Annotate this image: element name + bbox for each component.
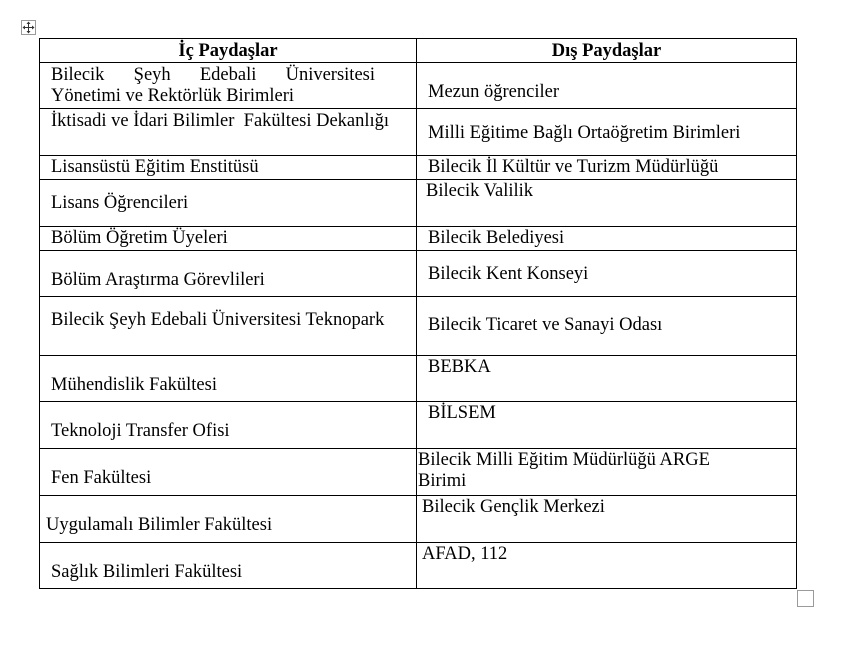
table-cell[interactable] [417, 402, 797, 449]
cell-text: Bilecik Ticaret ve Sanayi Odası [428, 315, 663, 335]
cell-text: Bölüm Öğretim Üyeleri [51, 228, 228, 248]
table-cell[interactable] [40, 109, 417, 156]
cell-text: Birimi [418, 471, 467, 491]
cell-text: Bilecik Gençlik Merkezi [422, 497, 605, 517]
table-cell[interactable] [40, 402, 417, 449]
cell-text: Bilecik Belediyesi [428, 228, 565, 248]
cell-text: Teknoloji Transfer Ofisi [51, 421, 230, 441]
table-cell[interactable] [417, 227, 797, 251]
cell-text: BEBKA [428, 357, 491, 377]
header-internal-stakeholders[interactable]: İç Paydaşlar [40, 39, 417, 63]
table-cell[interactable] [417, 156, 797, 180]
cell-text: Yönetimi ve Rektörlük Birimleri [51, 86, 295, 106]
table-row [40, 109, 797, 156]
table-row [40, 356, 797, 402]
table-row [40, 543, 797, 589]
table-row [40, 227, 797, 251]
table-cell[interactable] [40, 63, 417, 109]
table-cell[interactable] [417, 63, 797, 109]
cell-text: BİLSEM [428, 403, 496, 423]
table-row [40, 156, 797, 180]
table-cell[interactable] [417, 449, 797, 496]
table-row [40, 180, 797, 227]
table-cell[interactable] [417, 297, 797, 356]
cell-text: Sağlık Bilimleri Fakültesi [51, 562, 243, 582]
cell-text: Bilecik Şeyh Edebali Üniversitesi Teknopark [51, 310, 385, 330]
table-cell[interactable] [417, 543, 797, 589]
table-row [40, 496, 797, 543]
cell-text: Lisans Öğrencileri [51, 193, 189, 213]
table-cell[interactable] [40, 227, 417, 251]
table-cell[interactable] [40, 251, 417, 297]
stakeholders-table [39, 38, 797, 589]
table-cell[interactable] [40, 180, 417, 227]
table-cell[interactable] [417, 251, 797, 297]
cell-text: AFAD, 112 [422, 544, 508, 564]
table-row [40, 402, 797, 449]
cell-text: Bilecik Şeyh Edebali Üniversitesi [51, 65, 375, 85]
move-arrows-icon [22, 21, 35, 34]
cell-text: Bilecik Kent Konseyi [428, 264, 589, 284]
cell-text: Mühendislik Fakültesi [51, 375, 217, 395]
table-cell[interactable] [40, 356, 417, 402]
cell-text: İktisadi ve İdari Bilimler Fakültesi Dekanlığı [51, 111, 390, 131]
table-cell[interactable] [40, 543, 417, 589]
table-cell[interactable] [40, 449, 417, 496]
table-resize-handle-icon[interactable] [797, 590, 814, 607]
table-cell[interactable] [40, 297, 417, 356]
table-cell[interactable] [417, 180, 797, 227]
table-header-row [40, 39, 797, 63]
cell-text: Uygulamalı Bilimler Fakültesi [46, 515, 273, 535]
cell-text: Bilecik İl Kültür ve Turizm Müdürlüğü [428, 157, 719, 177]
table-cell[interactable] [40, 156, 417, 180]
table-cell[interactable] [417, 356, 797, 402]
cell-text: Milli Eğitime Bağlı Ortaöğretim Birimleri [428, 123, 741, 143]
table-row [40, 63, 797, 109]
header-external-stakeholders[interactable]: Dış Paydaşlar [417, 39, 797, 63]
cell-text: Fen Fakültesi [51, 468, 152, 488]
table-cell[interactable] [417, 496, 797, 543]
table-row [40, 449, 797, 496]
cell-text: Bilecik Milli Eğitim Müdürlüğü ARGE [418, 450, 710, 470]
table-cell[interactable] [40, 496, 417, 543]
cell-text: Mezun öğrenciler [428, 82, 559, 102]
table-cell[interactable] [417, 109, 797, 156]
table-row [40, 251, 797, 297]
table-row [40, 297, 797, 356]
cell-text: Lisansüstü Eğitim Enstitüsü [51, 157, 259, 177]
cell-text: Bölüm Araştırma Görevlileri [51, 270, 265, 290]
cell-text: Bilecik Valilik [426, 181, 534, 201]
table-move-handle-icon[interactable] [21, 20, 36, 35]
